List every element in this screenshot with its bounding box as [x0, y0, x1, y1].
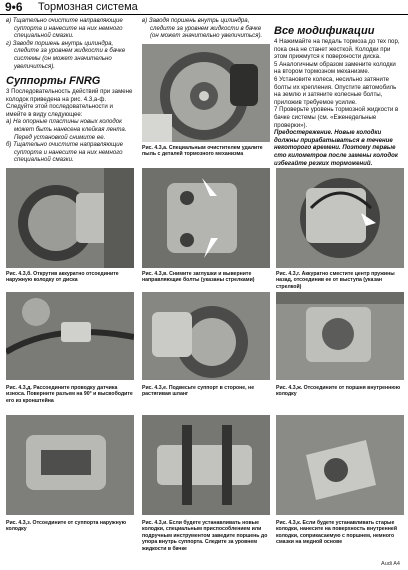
column-1-text-2 — [6, 88, 134, 164]
text-item-4: 4 Нажимайте на педаль тормоза до тех пор, пока она не станет жесткой. Колодки при этом прижмутся к поверхности диска. — [274, 38, 400, 61]
figure-4-3-d-photo — [6, 292, 134, 380]
warning-text: Предостережение. Новые колодки должны прирабатываться в течение некоторого времени. Поэтому первые сто километров после замены колодок избегайте резких торможений. — [274, 129, 398, 167]
text-item-6: 6 Установите колеса, несильно затяните болты их крепления. Опустите автомобиль на землю и затяните колесные болты, приложив требуемое усилие. — [274, 75, 397, 106]
figure-4-3-k-photo — [276, 415, 404, 515]
figure-4-3-z-caption: Рис. 4.3,з. Отсоедините от суппорта наружную колодку — [6, 520, 127, 533]
page-number: 9•6 — [5, 0, 23, 14]
figure-4-3-k-caption: Рис. 4.3,к. Если будете устанавливать старые колодки, нанесите на поверхность внутренней колодки, соприкасаемую с поршнем, немного смазки на медной основе — [276, 520, 398, 546]
text-item-v: в) Тщательно очистите направляющие суппорта и нанесите на них немного специальной смазки. — [6, 17, 123, 40]
column-2-text — [142, 17, 270, 40]
figure-4-3-zh-photo — [276, 292, 404, 380]
figure-4-3-g-caption: Рис. 4.3,г. Аккуратно сместите центр пружины назад, отсоединив ее от выступа (указан стрелкой) — [276, 271, 395, 290]
figure-4-3-i-photo — [142, 415, 270, 515]
column-3-text — [274, 38, 402, 167]
figure-4-3-e-caption: Рис. 4.3,е. Подвесьте суппорт в стороне, не растягивая шланг — [142, 385, 255, 398]
text-item-3: 3 Последовательность действий при замене колодок приведена на рис. 4.3,а-ф. Следуйте этой последовательности и имейте в виду следующее: — [6, 88, 133, 118]
heading-all-models: Все модификации — [274, 25, 375, 37]
figure-4-3-a-photo — [142, 44, 270, 142]
footer-text: Audi A4 — [381, 561, 400, 567]
column-1-text — [6, 17, 134, 70]
text-item-a: а) На опорные пластины новых колодок может быть нанесена клейкая лента. Перед установкой снимите ее. — [6, 118, 127, 141]
figure-4-3-b-photo — [6, 168, 134, 268]
heading-fnrg: Суппорты FNRG — [6, 75, 101, 87]
figure-4-3-zh-caption: Рис. 4.3,ж. Отсоедините от поршня внутреннюю колодку — [276, 385, 401, 398]
page-header — [0, 0, 408, 15]
text-item-7: 7 Проверьте уровень тормозной жидкости в бачке системы (см. «Еженедельные проверки»). — [274, 106, 399, 129]
figure-4-3-a-caption: Рис. 4.3,а. Специальным очистителем удалите пыль с деталей тормозного механизма — [142, 145, 263, 158]
figure-4-3-e-photo — [142, 292, 270, 380]
text-item-v2: в) Заводя поршень внутрь цилиндра, следите за уровнем жидкости в бачке (он может значительно увеличиться). — [142, 17, 263, 40]
text-item-g: г) Заводя поршень внутрь цилиндра, следите за уровнем жидкости в бачке системы (он может значительно увеличиться). — [6, 39, 126, 70]
text-item-b: б) Тщательно очистите направляющие суппорта и нанесите на них немного специальной смазки. — [6, 141, 124, 164]
section-title: Тормозная система — [38, 1, 138, 13]
figure-4-3-d-caption: Рис. 4.3,д. Рассоедините проводку датчика износа. Поверните разъем на 90° и высвободите его из кронштейна — [6, 385, 133, 404]
figure-4-3-g-photo — [276, 168, 404, 268]
figure-4-3-v-photo — [142, 168, 270, 268]
text-item-5: 5 Аналогичным образом замените колодки на втором тормозном механизме. — [274, 60, 396, 76]
figure-4-3-b-caption: Рис. 4.3,б. Открутив аккуратно отсоедините наружную колодку от диска — [6, 271, 119, 284]
figure-4-3-i-caption: Рис. 4.3,и. Если будете устанавливать новые колодки, специальным приспособлением или подручным инструментом заведите поршень до упора внутрь суппорта. Следите за уровнем жидкости в бачке — [142, 520, 268, 552]
figure-4-3-v-caption: Рис. 4.3,в. Снимите заглушки и выверните направляющие болты (указаны стрелками) — [142, 271, 255, 284]
figure-4-3-z-photo — [6, 415, 134, 515]
